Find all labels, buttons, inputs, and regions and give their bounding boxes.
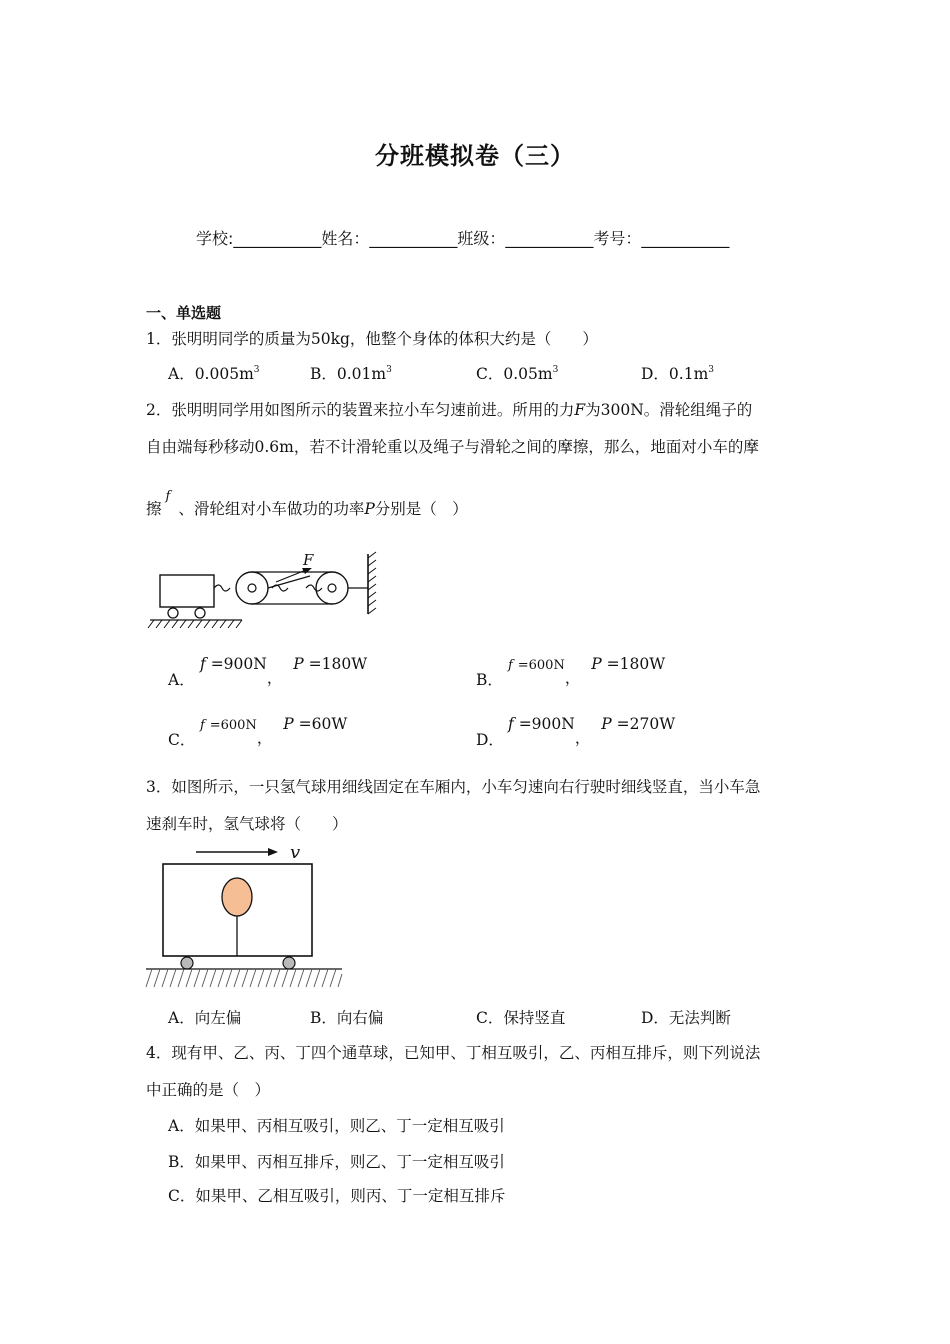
q2-stem-line3: 擦$^f$、滑轮组对小车做功的功率P分别是（ ） bbox=[146, 489, 468, 518]
q1-option-d: D．$0.1m^3$ bbox=[641, 365, 715, 383]
q2-option-a-label: A． bbox=[168, 671, 195, 689]
section-heading: 一、单选题 bbox=[146, 304, 222, 322]
figure-force-label: F bbox=[303, 551, 314, 569]
q3-option-a: A．向左偏 bbox=[168, 1009, 242, 1027]
q3-option-c: C．保持竖直 bbox=[476, 1009, 566, 1027]
q2-stem-line2: 自由端每秒移动0.6m，若不计滑轮重以及绳子与滑轮之间的摩擦，那么，地面对小车的摩 bbox=[146, 438, 759, 456]
q2-option-d: f =900N， P =270W bbox=[508, 715, 676, 747]
balloon-cart-figure bbox=[146, 840, 346, 992]
q2-stem-line1: 2．张明明同学用如图所示的装置来拉小车匀速前进。所用的力F为300N。滑轮组绳子的 bbox=[146, 401, 753, 419]
q2-option-d-label: D． bbox=[476, 731, 504, 749]
q4-option-a: A．如果甲、丙相互吸引，则乙、丁一定相互吸引 bbox=[168, 1117, 505, 1135]
q3-stem-line2: 速刹车时，氢气球将（ ） bbox=[146, 815, 348, 833]
q4-stem-line2: 中正确的是（ ） bbox=[146, 1081, 271, 1099]
q2-option-c-label: C． bbox=[168, 731, 196, 749]
q3-option-b: B．向右偏 bbox=[310, 1009, 384, 1027]
pulley-cart-figure bbox=[146, 548, 386, 632]
figure-velocity-label: v bbox=[290, 842, 301, 863]
q2-option-a: f =900N， P =180W bbox=[200, 655, 368, 687]
q4-option-c: C．如果甲、乙相互吸引，则丙、丁一定相互排斥 bbox=[168, 1187, 506, 1205]
q2-option-b: f =600N， P =180W bbox=[508, 655, 666, 687]
q3-option-d: D．无法判断 bbox=[641, 1009, 731, 1027]
q4-option-b: B．如果甲、丙相互排斥，则乙、丁一定相互吸引 bbox=[168, 1153, 505, 1171]
q1-stem: 1．张明明同学的质量为50kg，他整个身体的体积大约是（ ） bbox=[146, 330, 598, 348]
q2-option-b-label: B． bbox=[476, 671, 503, 689]
page-title: 分班模拟卷（三） bbox=[375, 142, 575, 170]
student-info-line: 学校:___________姓名：___________班级：___________考号：___________ bbox=[196, 229, 730, 248]
q4-stem-line1: 4．现有甲、乙、丙、丁四个通草球，已知甲、丁相互吸引，乙、丙相互排斥，则下列说法 bbox=[146, 1044, 761, 1062]
q1-option-c: C．$0.05m^3$ bbox=[476, 365, 559, 383]
q1-option-b: B．$0.01m^3$ bbox=[310, 365, 392, 383]
q3-stem-line1: 3．如图所示，一只氢气球用细线固定在车厢内，小车匀速向右行驶时细线竖直，当小车急 bbox=[146, 778, 761, 796]
q2-option-c: f =600N， P =60W bbox=[200, 715, 348, 747]
q1-option-a: A．$0.005m^3$ bbox=[168, 365, 260, 383]
